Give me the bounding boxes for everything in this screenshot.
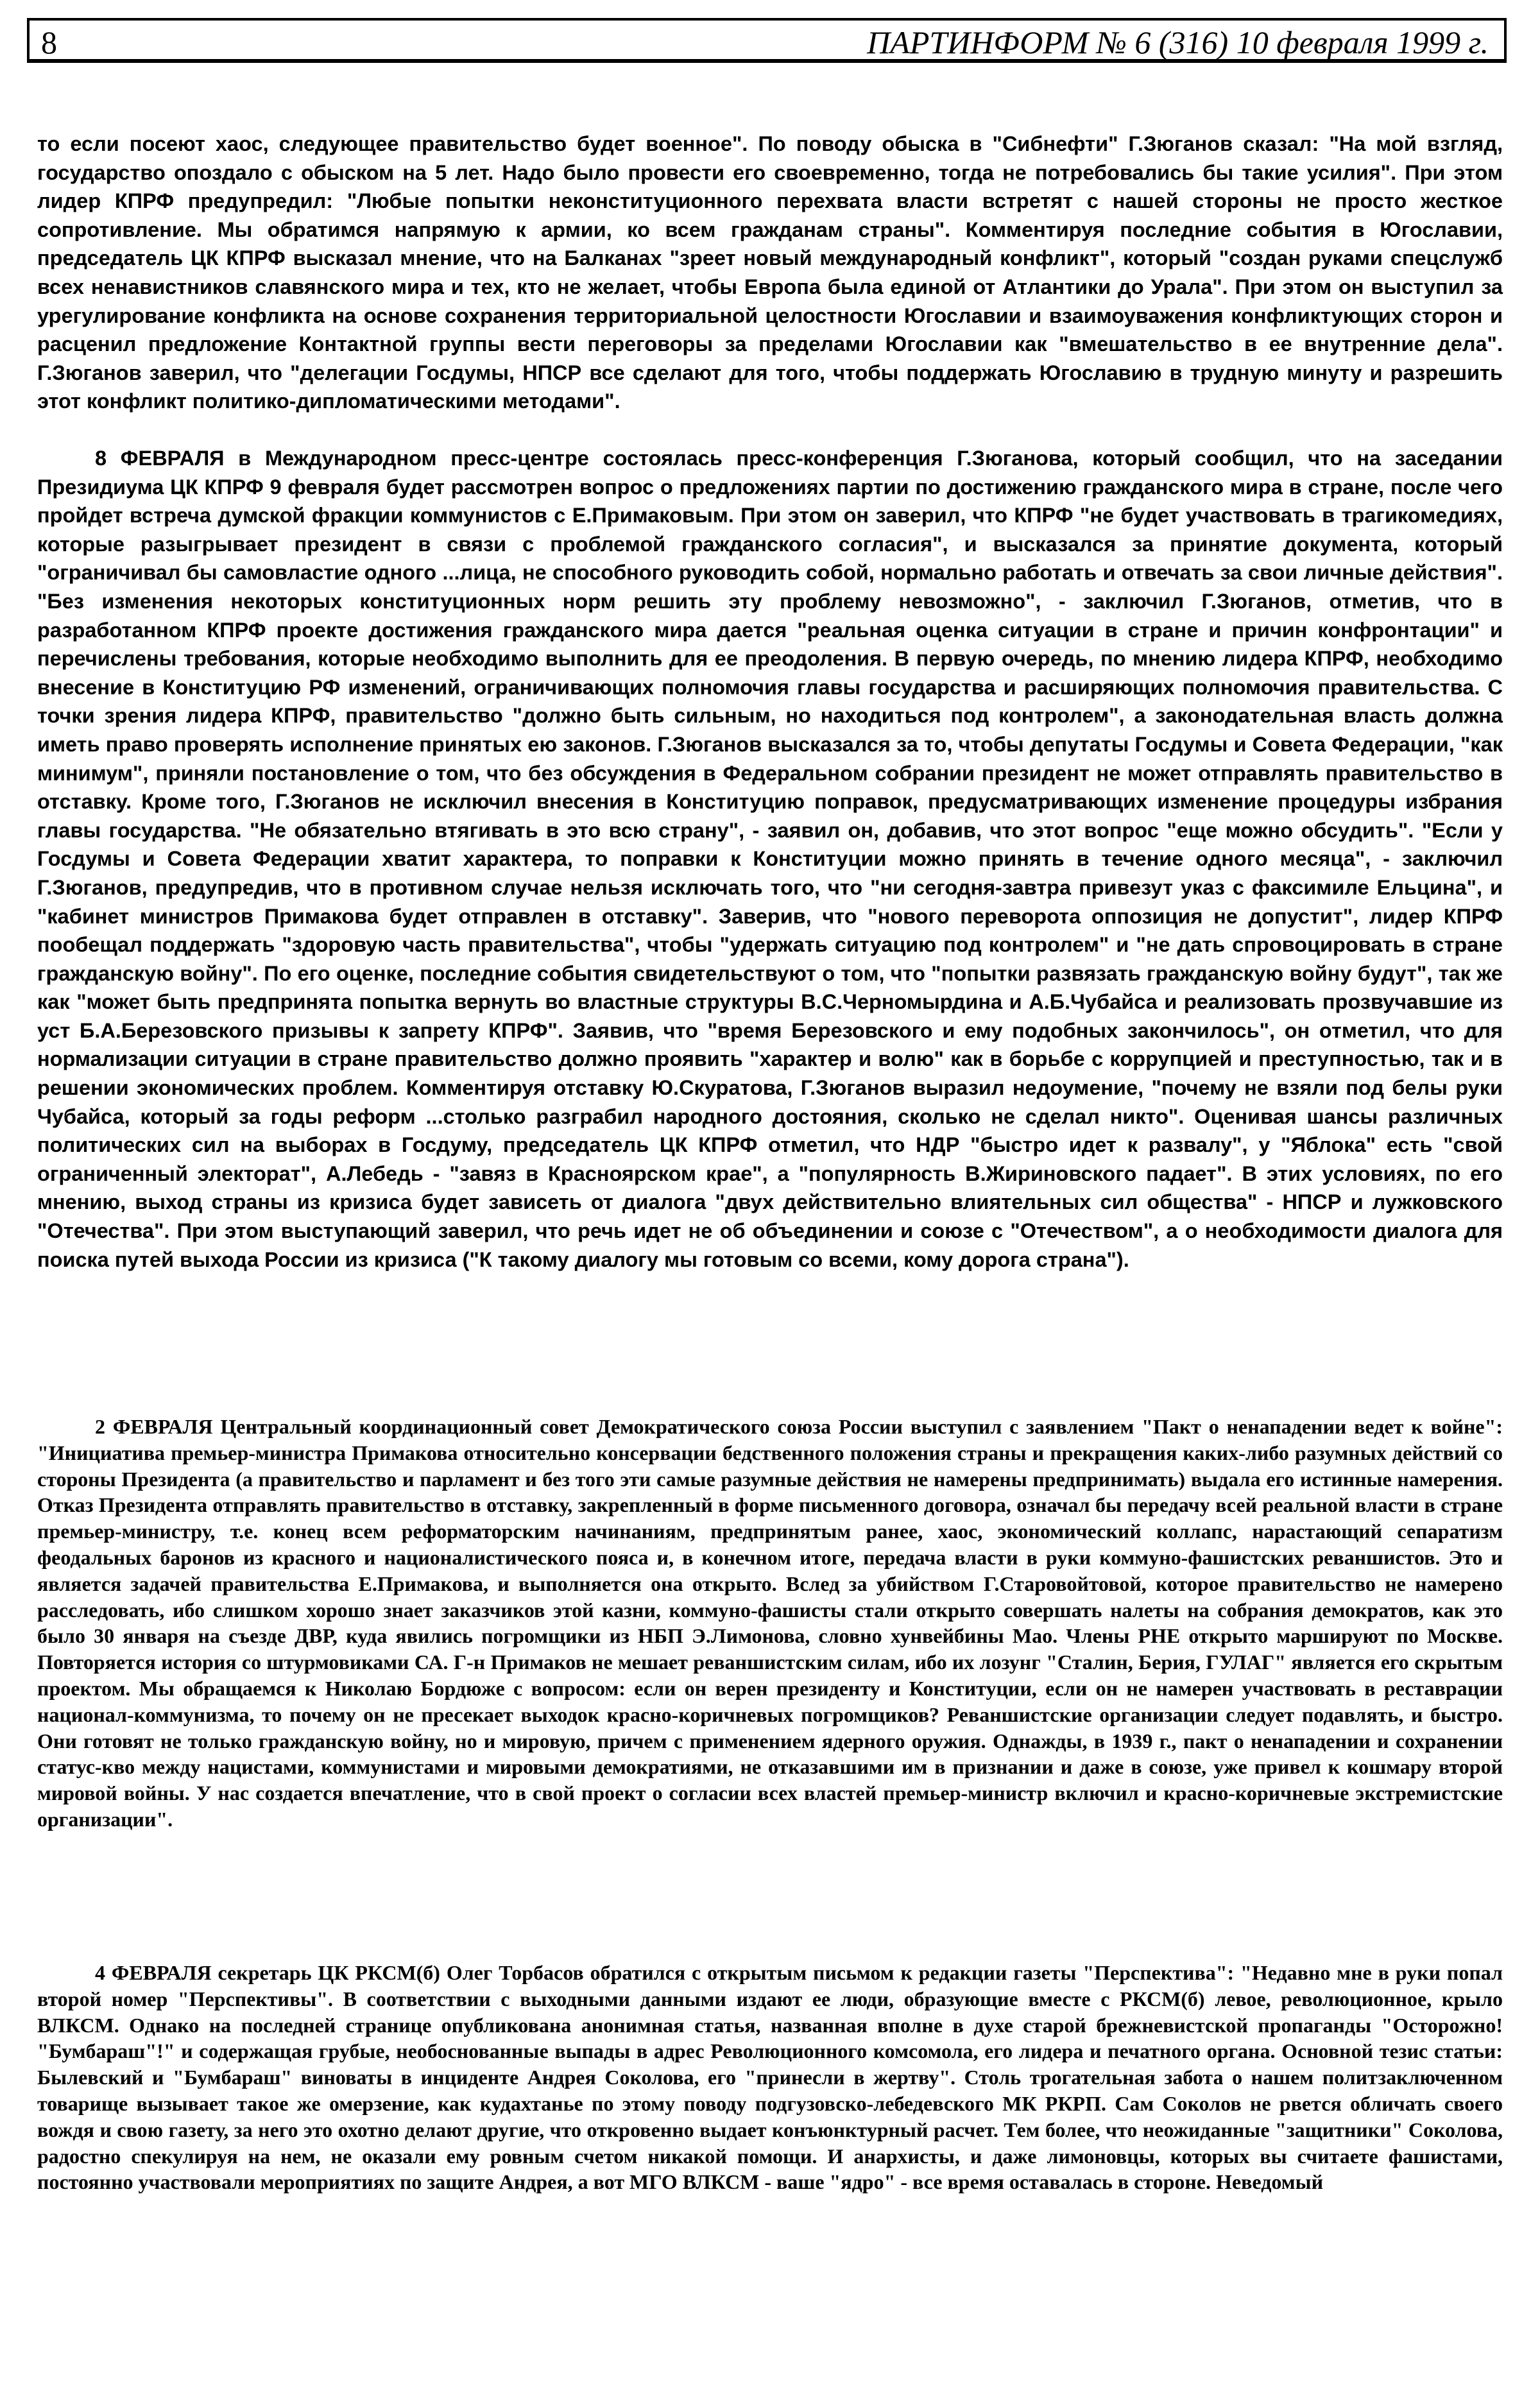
article-date: 2 ФЕВРАЛЯ xyxy=(95,1415,213,1438)
page-header xyxy=(27,18,1507,63)
article-feb2 xyxy=(37,1414,1503,1833)
article-paragraph xyxy=(37,130,1503,416)
article-date: 4 ФЕВРАЛЯ xyxy=(95,1961,212,1984)
article-continuation xyxy=(37,130,1503,416)
article-paragraph xyxy=(37,1960,1503,2195)
article-date: 8 ФЕВРАЛЯ xyxy=(95,447,225,470)
article-feb8 xyxy=(37,444,1503,1274)
article-text: Центральный координационный совет Демократического союза России выступил с заявлением "Пакт о ненападении ведет к войне": "Инициатива премьер-министра Примакова относительно консервации бедственного положения страны и прекращения каких-либо разумных действий со стороны Президента (а правительство и парламент и без того эти самые разумные действия не намерены предпринимать) выдала его истинные намерения. Отказ Президента отправлять правительство в отставку, закрепленный в форме письменного договора, означал бы передачу всей реальной власти в стране премьер-министру, т.е. конец всем реформаторским начинаниям, предпринятым ранее, хаос, экономический коллапс, нарастающий сепаратизм феодальных баронов из красного и националистического пояса и, в конечном итоге, передача власти в руки коммуно-фашистских реваншистов. Это и является задачей правительства Е.Примакова, и выполняется она открыто. Вслед за убийством Г.Старовойтовой, которое правительство не намерено расследовать, ибо слишком хорошо знает заказчиков этой казни, коммуно-фашисты стали открыто совершать налеты на собрания демократов, как это было 30 января на съезде ДВР, куда явились погромщики из НБП Э.Лимонова, словно хунвейбины Мао. Члены РНЕ открыто маршируют по Москве. Повторяется история со штурмовиками СА. Г-н Примаков не мешает реваншистским силам, ибо их лозунг "Сталин, Берия, ГУЛАГ" является его скрытым проектом. Мы обращаемся к Николаю Бордюже с вопросом: если он верен президенту и Конституции, если он не намерен участвовать в реставрации национал-коммунизма, то почему он не пресекает выходок красно-коричневых погромщиков? Реваншистские организации следует подавлять, и быстро. Они готовят не только гражданскую войну, но и мировую, причем с применением ядерного оружия. Однажды, в 1939 г., пакт о ненападении и сохранении статус-кво между нацистами, коммунистами и мировыми демократиями, не отказавшими им в признании и даже в союзе, уже привел к кошмару второй мировой войны. У нас создается впечатление, что в свой проект о согласии всех властей премьер-министр включил и красно-коричневые экстремистские организации". xyxy=(37,1415,1503,1831)
article-paragraph xyxy=(37,444,1503,1274)
article-text: то если посеют хаос, следующее правительство будет военное". По поводу обыска в "Сибнефти" Г.Зюганов сказал: "На мой взгляд, государство опоздало с обыском на 5 лет. Надо было провести его своевременно, тогда не потребовались бы такие усилия". При этом лидер КПРФ предупредил: "Любые попытки неконституционного перехвата власти встретят с нашей стороны не просто жесткое сопротивление. Мы обратимся напрямую к армии, ко всем гражданам страны". Комментируя последние события в Югославии, председатель ЦК КПРФ высказал мнение, что на Балканах "зреет новый международный конфликт", который "создан руками спецслужб всех ненавистников славянского мира и тех, кто не желает, чтобы Европа была единой от Атлантики до Урала". При этом он выступил за урегулирование конфликта на основе сохранения территориальной целостности Югославии и взаимоуважения конфликтующих сторон и расценил предложение Контактной группы вести переговоры за пределами Югославии как "вмешательство в ее внутренние дела". Г.Зюганов заверил, что "делегации Госдумы, НПСР все сделают для того, чтобы поддержать Югославию в трудную минуту и разрешить этот конфликт политико-дипломатическими методами". xyxy=(37,132,1503,413)
issue-title: ПАРТИНФОРМ № 6 (316) 10 февраля 1999 г. xyxy=(867,24,1489,60)
article-paragraph xyxy=(37,1414,1503,1833)
article-feb4 xyxy=(37,1960,1503,2195)
article-text: в Международном пресс-центре состоялась пресс-конференция Г.Зюганова, который сообщил, что на заседании Президиума ЦК КПРФ 9 февраля будет рассмотрен вопрос о предложениях партии по достижению гражданского мира в стране, после чего пройдет встреча думской фракции коммунистов с Е.Примаковым. При этом он заверил, что КПРФ "не будет участвовать в трагикомедиях, которые разыгрывает президент в связи с проблемой гражданского согласия", и высказался за принятие документа, который "ограничивал бы самовластие одного ...лица, не способного руководить собой, нормально работать и отвечать за свои личные действия". "Без изменения некоторых конституционных норм решить эту проблему невозможно", - заключил Г.Зюганов, отметив, что в разработанном КПРФ проекте достижения гражданского мира дается "реальная оценка ситуации в стране и причин конфронтации" и перечислены требования, которые необходимо выполнить для ее преодоления. В первую очередь, по мнению лидера КПРФ, необходимо внесение в Конституцию РФ изменений, ограничивающих полномочия главы государства и расширяющих полномочия правительства. С точки зрения лидера КПРФ, правительство "должно быть сильным, но находиться под контролем", а законодательная власть должна иметь право проверять исполнение принятых ею законов. Г.Зюганов высказался за то, чтобы депутаты Госдумы и Совета Федерации, "как минимум", приняли постановление о том, что без обсуждения в Федеральном собрании президент не может отправлять правительство в отставку. Кроме того, Г.Зюганов не исключил внесения в Конституцию поправок, предусматривающих изменение процедуры избрания главы государства. "Не обязательно втягивать в это всю страну", - заявил он, добавив, что этот вопрос "еще можно обсудить". "Если у Госдумы и Совета Федерации хватит характера, то поправки к Конституции можно принять в течение одного месяца", - заключил Г.Зюганов, предупредив, что в противном случае нельзя исключать того, что "ни сегодня-завтра привезут указ с факсимиле Ельцина", и "кабинет министров Примакова будет отправлен в отставку". Заверив, что "нового переворота оппозиция не допустит", лидер КПРФ пообещал поддержать "здоровую часть правительства", чтобы "удержать ситуацию под контролем" и "не дать спровоцировать в стране гражданскую войну". По его оценке, последние события свидетельствуют о том, что "попытки развязать гражданскую войну будут", так же как "может быть предпринята попытка вернуть во властные структуры В.С.Черномырдина и А.Б.Чубайса и реализовать прозвучавшие из уст Б.А.Березовского призывы к запрету КПРФ". Заявив, что "время Березовского и ему подобных закончилось", он отметил, что для нормализации ситуации в стране правительство должно проявить "характер и волю" как в борьбе с коррупцией и преступностью, так и в решении экономических проблем. Комментируя отставку Ю.Скуратова, Г.Зюганов выразил недоумение, "почему не взяли под белы руки Чубайса, который за годы реформ ...столько разграбил народного достояния, сколько не сделал никто". Оценивая шансы различных политических сил на выборах в Госдуму, председатель ЦК КПРФ отметил, что НДР "быстро идет к развалу", у "Яблока" есть "свой ограниченный электорат", А.Лебедь - "завяз в Красноярском крае", а "популярность В.Жириновского падает". В этих условиях, по его мнению, выход страны из кризиса будет зависеть от диалога "двух действительно влиятельных сил общества" - НПСР и лужковского "Отечества". При этом выступающий заверил, что речь идет не об объединении и союзе с "Отечеством", а о необходимости диалога для поиска путей выхода России из кризиса ("К такому диалогу мы готовым со всеми, кому дорога страна"). xyxy=(37,447,1503,1271)
page-number: 8 xyxy=(41,24,57,60)
article-text: секретарь ЦК РКСМ(б) Олег Торбасов обратился с открытым письмом к редакции газеты "Перспектива": "Недавно мне в руки попал второй номер "Перспективы". В соответствии с выходными данными издают ее люди, образующие вместе с РКСМ(б) левое, революционное, крыло ВЛКСМ. Однако на последней странице опубликована анонимная статья, названная вполне в духе старой брежневистской пропаганды "Осторожно! "Бумбараш"!" и содержащая грубые, необоснованные выпады в адрес Революционного комсомола, его лидера и печатного органа. Основной тезис статьи: Былевский и "Бумбараш" виноваты в инциденте Андрея Соколова, его "принесли в жертву". Столь трогательная забота о нашем политзаключенном товарище вызывает такое же омерзение, как кудахтанье по этому поводу подгузовско-лебедевского МК РКРП. Сам Соколов не рвется обличать своего вождя и свою газету, за него это охотно делают другие, что откровенно выдает конъюнктурный расчет. Тем более, что неожиданные "защитники" Соколова, радостно спекулируя на нем, не оказали ему ровным счетом никакой помощи. И анархисты, и даже лимоновцы, которых вы считаете фашистами, постоянно участвовали мероприятиях по защите Андрея, а вот МГО ВЛКСМ - ваше "ядро" - все время оставалась в стороне. Неведомый xyxy=(37,1961,1503,2194)
